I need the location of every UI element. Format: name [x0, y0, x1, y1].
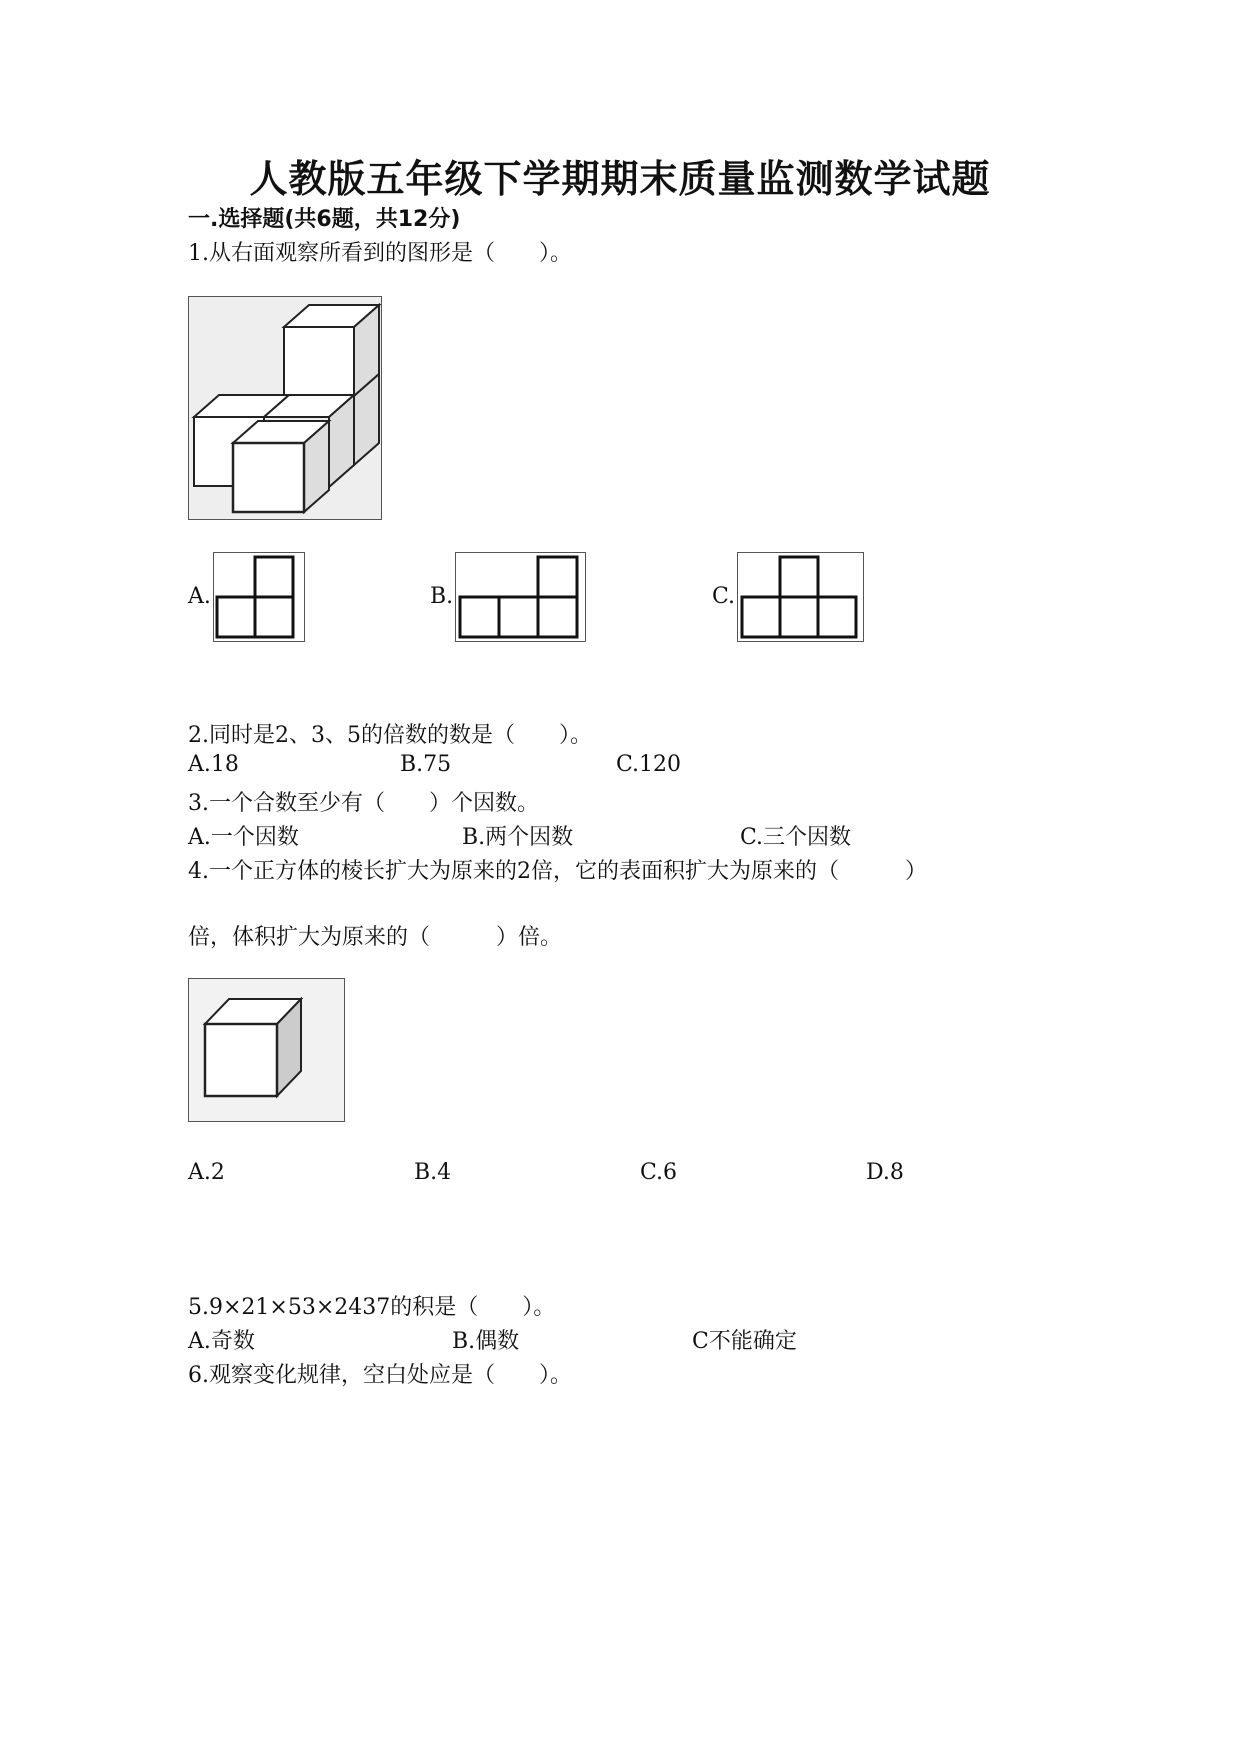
- question-2-option-c: C.120: [616, 752, 682, 777]
- question-4-cube-figure: [188, 978, 345, 1122]
- question-4-text-line-1: 4.一个正方体的棱长扩大为原来的2倍，它的表面积扩大为原来的（ ）: [188, 859, 927, 884]
- question-1-option-c-label: C.: [712, 584, 736, 609]
- question-5-text: 5.9×21×53×2437的积是（ ）。: [188, 1295, 556, 1320]
- question-5-option-b: B.偶数: [452, 1329, 520, 1354]
- question-1-option-a-figure: [213, 552, 305, 642]
- question-5-option-a: A.奇数: [188, 1329, 255, 1354]
- question-3-option-a: A.一个因数: [188, 825, 299, 850]
- question-1-text: 1.从右面观察所看到的图形是（ ）。: [188, 241, 572, 266]
- question-2-option-a: A.18: [188, 752, 239, 777]
- question-3-text: 3.一个合数至少有（ ）个因数。: [188, 791, 539, 816]
- question-4-option-a: A.2: [188, 1160, 225, 1185]
- question-3-option-c: C.三个因数: [740, 825, 852, 850]
- question-5-option-c: C不能确定: [692, 1329, 797, 1354]
- question-1-option-c-figure: [737, 552, 864, 642]
- question-1-cube-figure: [188, 296, 382, 520]
- question-3-option-b: B.两个因数: [462, 825, 574, 850]
- question-4-option-d: D.8: [866, 1160, 904, 1185]
- question-1-option-b-figure: [455, 552, 586, 642]
- question-2-text: 2.同时是2、3、5的倍数的数是（ ）。: [188, 723, 592, 748]
- question-4-text-line-2: 倍，体积扩大为原来的（ ）倍。: [188, 925, 563, 950]
- question-2-option-b: B.75: [400, 752, 452, 777]
- section-heading: 一.选择题(共6题，共12分): [188, 207, 461, 232]
- page-title: 人教版五年级下学期期末质量监测数学试题: [249, 157, 991, 201]
- question-1-option-a-label: A.: [188, 584, 211, 609]
- question-4-option-c: C.6: [640, 1160, 678, 1185]
- question-4-option-b: B.4: [414, 1160, 452, 1185]
- question-1-option-b-label: B.: [430, 584, 454, 609]
- question-6-text: 6.观察变化规律，空白处应是（ ）。: [188, 1363, 572, 1388]
